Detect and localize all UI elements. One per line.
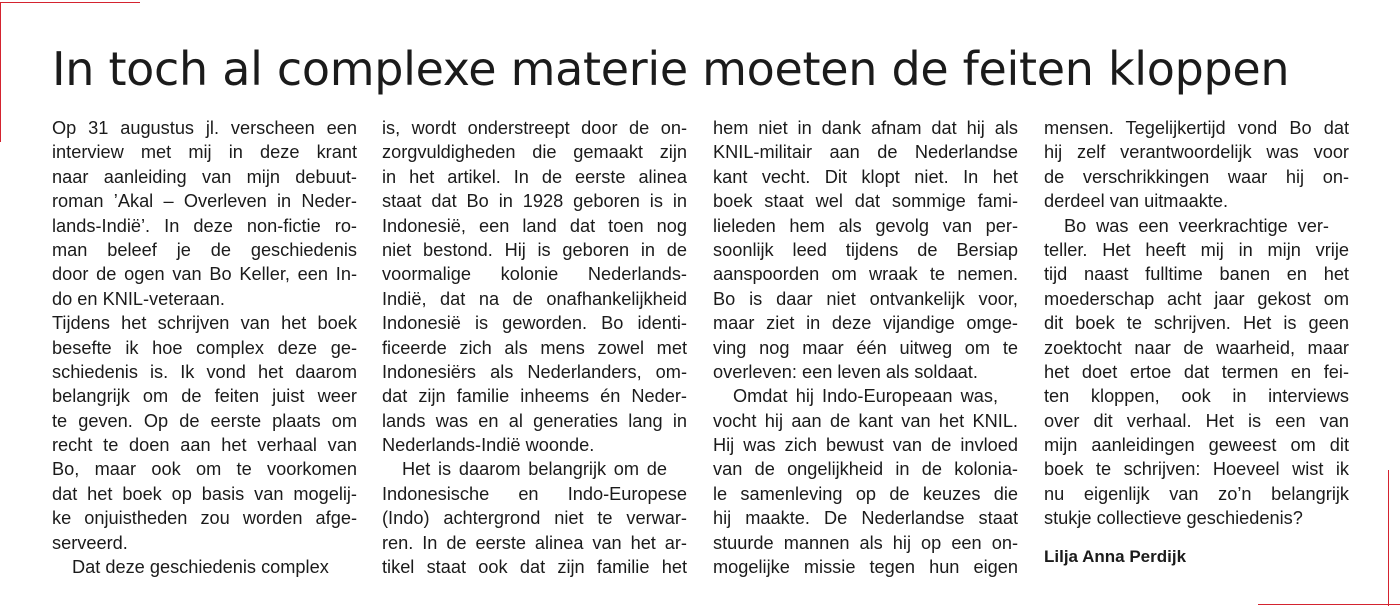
text-line: Indonesische en Indo-Europese [382, 483, 687, 504]
text-line: Hij was zich bewust van de invloed [713, 435, 1018, 456]
text-line: mensen. Tegelijkertijd vond Bo dat [1044, 118, 1349, 138]
text-line: zoektocht naar de waarheid, maar [1044, 337, 1349, 358]
article-column-1 [52, 116, 357, 579]
text-line: vocht hij aan de kant van het KNIL. [713, 410, 1018, 431]
text-line: besefte ik hoe complex deze ge- [52, 337, 357, 358]
text-line: Het is daarom belangrijk om de [402, 459, 667, 480]
article-column-3 [713, 116, 1018, 579]
text-line: lands-Indië’. In deze non-fictie ro- [52, 215, 357, 236]
text-line: serveerd. [52, 532, 128, 553]
text-line: Bo was een veerkrachtige ver- [1064, 215, 1329, 236]
text-line: boek te schrijven: Hoeveel wist ik [1044, 459, 1349, 480]
text-line: Op 31 augustus jl. verscheen een [52, 118, 357, 138]
text-line: nu eigenlijk van zo’n belangrijk [1044, 483, 1349, 504]
text-line: man beleef je de geschiedenis [52, 239, 357, 260]
text-line: teller. Het heeft mij in mijn vrije [1044, 239, 1349, 260]
corner-mark-top-left-vertical [0, 2, 1, 142]
text-line: niet bestond. Hij is geboren in de [382, 239, 687, 260]
corner-mark-top-left-horizontal [0, 2, 140, 3]
text-line: ving nog maar één uitweg om te [713, 337, 1018, 358]
text-line: moederschap acht jaar gekost om [1044, 288, 1349, 309]
text-line: naar aanleiding van mijn debuut- [52, 166, 357, 187]
text-line: in het artikel. In de eerste alinea [382, 166, 687, 187]
text-line: ren. In de eerste alinea van het ar- [382, 532, 687, 553]
text-line: hij maakte. De Nederlandse staat [713, 508, 1018, 529]
text-line: lands was en al generaties lang in [382, 410, 687, 431]
text-line: boek staat wel dat sommige fami- [713, 191, 1018, 212]
text-line: is, wordt onderstreept door de on- [382, 118, 687, 138]
text-line: Bo, maar ook om te voorkomen [52, 459, 357, 480]
text-line: derdeel van uitmaakte. [1044, 191, 1229, 212]
text-line: ten kloppen, ook in interviews [1044, 386, 1349, 407]
text-line: aanspoorden om wraak te nemen. [713, 264, 1018, 285]
text-line: tijd naast fulltime banen en het [1044, 264, 1349, 285]
text-line: over dit verhaal. Het is een van [1044, 410, 1349, 431]
text-line: Tijdens het schrijven van het boek [52, 313, 357, 334]
text-line: Nederlands-Indië woonde. [382, 435, 595, 456]
text-line: maar ziet in deze vijandige omge- [713, 313, 1018, 334]
text-line: belangrijk om de feiten juist weer [52, 386, 357, 407]
text-line: van de ongelijkheid in de kolonia- [713, 459, 1018, 480]
text-line: KNIL-militair aan de Nederlandse [713, 142, 1018, 163]
text-line: Omdat hij Indo-Europeaan was, [733, 386, 998, 407]
text-line: schiedenis is. Ik vond het daarom [52, 361, 357, 382]
author-byline: Lilja Anna Perdijk [1044, 546, 1187, 566]
text-line: dat het boek op basis van mogelij- [52, 483, 357, 504]
text-line: te geven. Op de eerste plaats om [52, 410, 357, 431]
text-line: Indië, dat na de onafhankelijkheid [382, 288, 687, 309]
article-headline: In toch al complexe materie moeten de feiten kloppen [52, 42, 1290, 96]
text-line: le samenleving op de keuzes die [713, 483, 1018, 504]
text-line: het doet ertoe dat termen en fei- [1044, 361, 1349, 382]
text-line: de verschrikkingen waar hij on- [1044, 166, 1349, 187]
text-line: Indonesië is geworden. Bo identi- [382, 313, 687, 334]
text-line: recht te doen aan het verhaal van [52, 435, 357, 456]
text-line: dat zijn familie inheems én Neder- [382, 386, 687, 407]
corner-mark-bottom-right-horizontal [1258, 604, 1400, 605]
text-line: Indonesië, een land dat toen nog [382, 215, 687, 236]
text-line: zorgvuldigheden die gemaakt zijn [382, 142, 687, 163]
text-line: (Indo) achtergrond niet te verwar- [382, 508, 687, 529]
text-line: mogelijke missie tegen hun eigen [713, 557, 1018, 578]
text-line: dit boek te schrijven. Het is geen [1044, 313, 1349, 334]
text-line: Bo is daar niet ontvankelijk voor, [713, 288, 1018, 309]
text-line: staat dat Bo in 1928 geboren is in [382, 191, 687, 212]
text-line: tikel staat ook dat zijn familie het [382, 557, 687, 578]
article-column-4 [1044, 116, 1349, 569]
text-line: mijn aanleidingen geweest om dit [1044, 435, 1349, 456]
text-line: ficeerde zich als mens zowel met [382, 337, 687, 358]
text-line: ke onjuistheden zou worden afge- [52, 508, 357, 529]
text-line: do en KNIL-veteraan. [52, 288, 225, 309]
text-line: stukje collectieve geschiedenis? [1044, 508, 1303, 529]
text-line: lieleden hem als gevolg van per- [713, 215, 1018, 236]
text-line: hem niet in dank afnam dat hij als [713, 118, 1018, 138]
text-line: roman ’Akal – Overleven in Neder- [52, 191, 357, 212]
text-line: hij zelf verantwoordelijk was voor [1044, 142, 1349, 163]
text-line: kant vecht. Dit klopt niet. In het [713, 166, 1018, 187]
corner-mark-bottom-right-vertical [1388, 470, 1389, 606]
text-line: door de ogen van Bo Keller, een In- [52, 264, 357, 285]
text-line: overleven: een leven als soldaat. [713, 361, 978, 382]
text-line: interview met mij in deze krant [52, 142, 357, 163]
text-line: voormalige kolonie Nederlands- [382, 264, 687, 285]
article-column-2 [382, 116, 687, 579]
text-line: soonlijk leed tijdens de Bersiap [713, 239, 1018, 260]
text-line: Indonesiërs als Nederlanders, om- [382, 361, 687, 382]
text-line: stuurde mannen als hij op een on- [713, 532, 1018, 553]
text-line: Dat deze geschiedenis complex [72, 557, 329, 578]
